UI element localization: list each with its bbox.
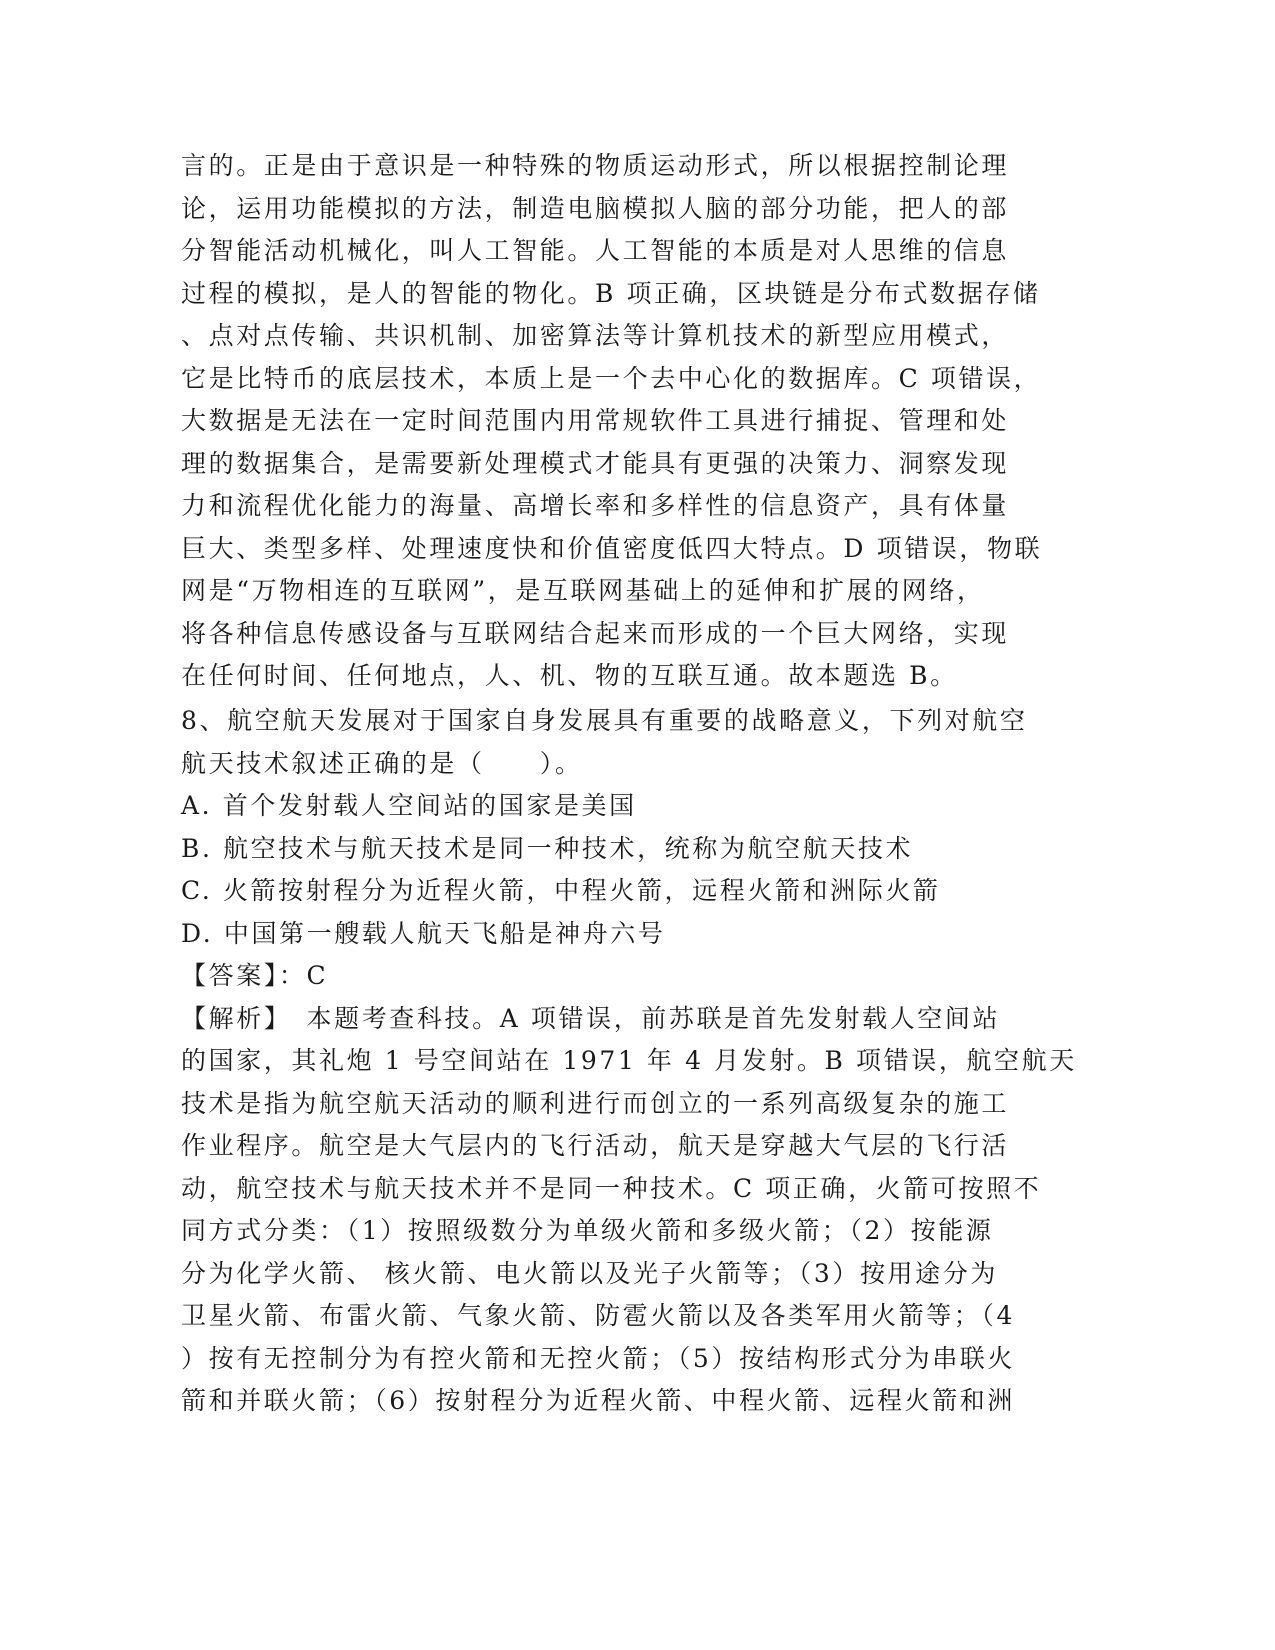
question-8 bbox=[181, 700, 1077, 1423]
question-stem: 航天技术叙述正确的是（ ）。 bbox=[181, 748, 583, 778]
explanation-line: 将各种信息传感设备与互联网结合起来而形成的一个巨大网络，实现 bbox=[181, 618, 1010, 648]
previous-question-explanation bbox=[181, 145, 1043, 698]
option-b: B. 航空技术与航天技术是同一种技术，统称为航空航天技术 bbox=[181, 833, 914, 863]
analysis-line: 动，航空技术与航天技术并不是同一种技术。C 项正确，火箭可按照不 bbox=[181, 1173, 1042, 1203]
explanation-line: 它是比特币的底层技术，本质上是一个去中心化的数据库。C 项错误， bbox=[181, 363, 1042, 393]
analysis-line: 的国家，其礼炮 1 号空间站在 1971 年 4 月发射。B 项错误，航空航天 bbox=[181, 1046, 1077, 1075]
analysis-line: 分为化学火箭、 核火箭、电火箭以及光子火箭等；（3）按用途分为 bbox=[181, 1258, 998, 1288]
analysis-line: 【解析】 本题考查科技。A 项错误，前苏联是首先发射载人空间站 bbox=[181, 1003, 1001, 1033]
question-stem: 8、航空航天发展对于国家自身发展具有重要的战略意义，下列对航空 bbox=[181, 706, 1028, 735]
analysis-line: 作业程序。航空是大气层内的飞行活动，航天是穿越大气层的飞行活 bbox=[181, 1131, 1010, 1160]
answer-line: 【答案】：C bbox=[181, 961, 329, 990]
option-c: C. 火箭按射程分为近程火箭，中程火箭，远程火箭和洲际火箭 bbox=[181, 876, 941, 905]
explanation-line: 分智能活动机械化，叫人工智能。人工智能的本质是对人思维的信息 bbox=[181, 236, 1010, 265]
explanation-line: 在任何时间、任何地点，人、机、物的互联互通。故本题选 B。 bbox=[181, 661, 958, 690]
analysis-line: 卫星火箭、布雷火箭、气象火箭、防雹火箭以及各类军用火箭等；（4 bbox=[181, 1301, 1016, 1330]
analysis-line: 箭和并联火箭；（6）按射程分为近程火箭、中程火箭、远程火箭和洲 bbox=[181, 1386, 1016, 1415]
analysis-line: ）按有无控制分为有控火箭和无控火箭；（5）按结构形式分为串联火 bbox=[181, 1343, 1016, 1373]
explanation-line: 理的数据集合，是需要新处理模式才能具有更强的决策力、洞察发现 bbox=[181, 448, 1010, 478]
explanation-line: 网是“万物相连的互联网”，是互联网基础上的延伸和扩展的网络， bbox=[181, 576, 985, 605]
option-a: A. 首个发射载人空间站的国家是美国 bbox=[181, 791, 637, 820]
explanation-line: 、点对点传输、共识机制、加密算法等计算机技术的新型应用模式， bbox=[181, 321, 1010, 350]
explanation-line: 力和流程优化能力的海量、高增长率和多样性的信息资产，具有体量 bbox=[181, 491, 1010, 520]
analysis-line: 同方式分类：（1）按照级数分为单级火箭和多级火箭；（2）按能源 bbox=[181, 1216, 994, 1245]
explanation-line: 论，运用功能模拟的方法，制造电脑模拟人脑的部分功能，把人的部 bbox=[181, 193, 1010, 223]
analysis-line: 技术是指为航空航天活动的顺利进行而创立的一系列高级复杂的施工 bbox=[181, 1088, 1010, 1118]
explanation-line: 大数据是无法在一定时间范围内用常规软件工具进行捕捉、管理和处 bbox=[181, 406, 1010, 435]
explanation-line: 过程的模拟，是人的智能的物化。B 项正确，区块链是分布式数据存储 bbox=[181, 278, 1041, 308]
explanation-line: 言的。正是由于意识是一种特殊的物质运动形式，所以根据控制论理 bbox=[181, 151, 1010, 180]
explanation-line: 巨大、类型多样、处理速度快和价值密度低四大特点。D 项错误，物联 bbox=[181, 533, 1043, 563]
option-d: D. 中国第一艘载人航天飞船是神舟六号 bbox=[181, 918, 666, 948]
